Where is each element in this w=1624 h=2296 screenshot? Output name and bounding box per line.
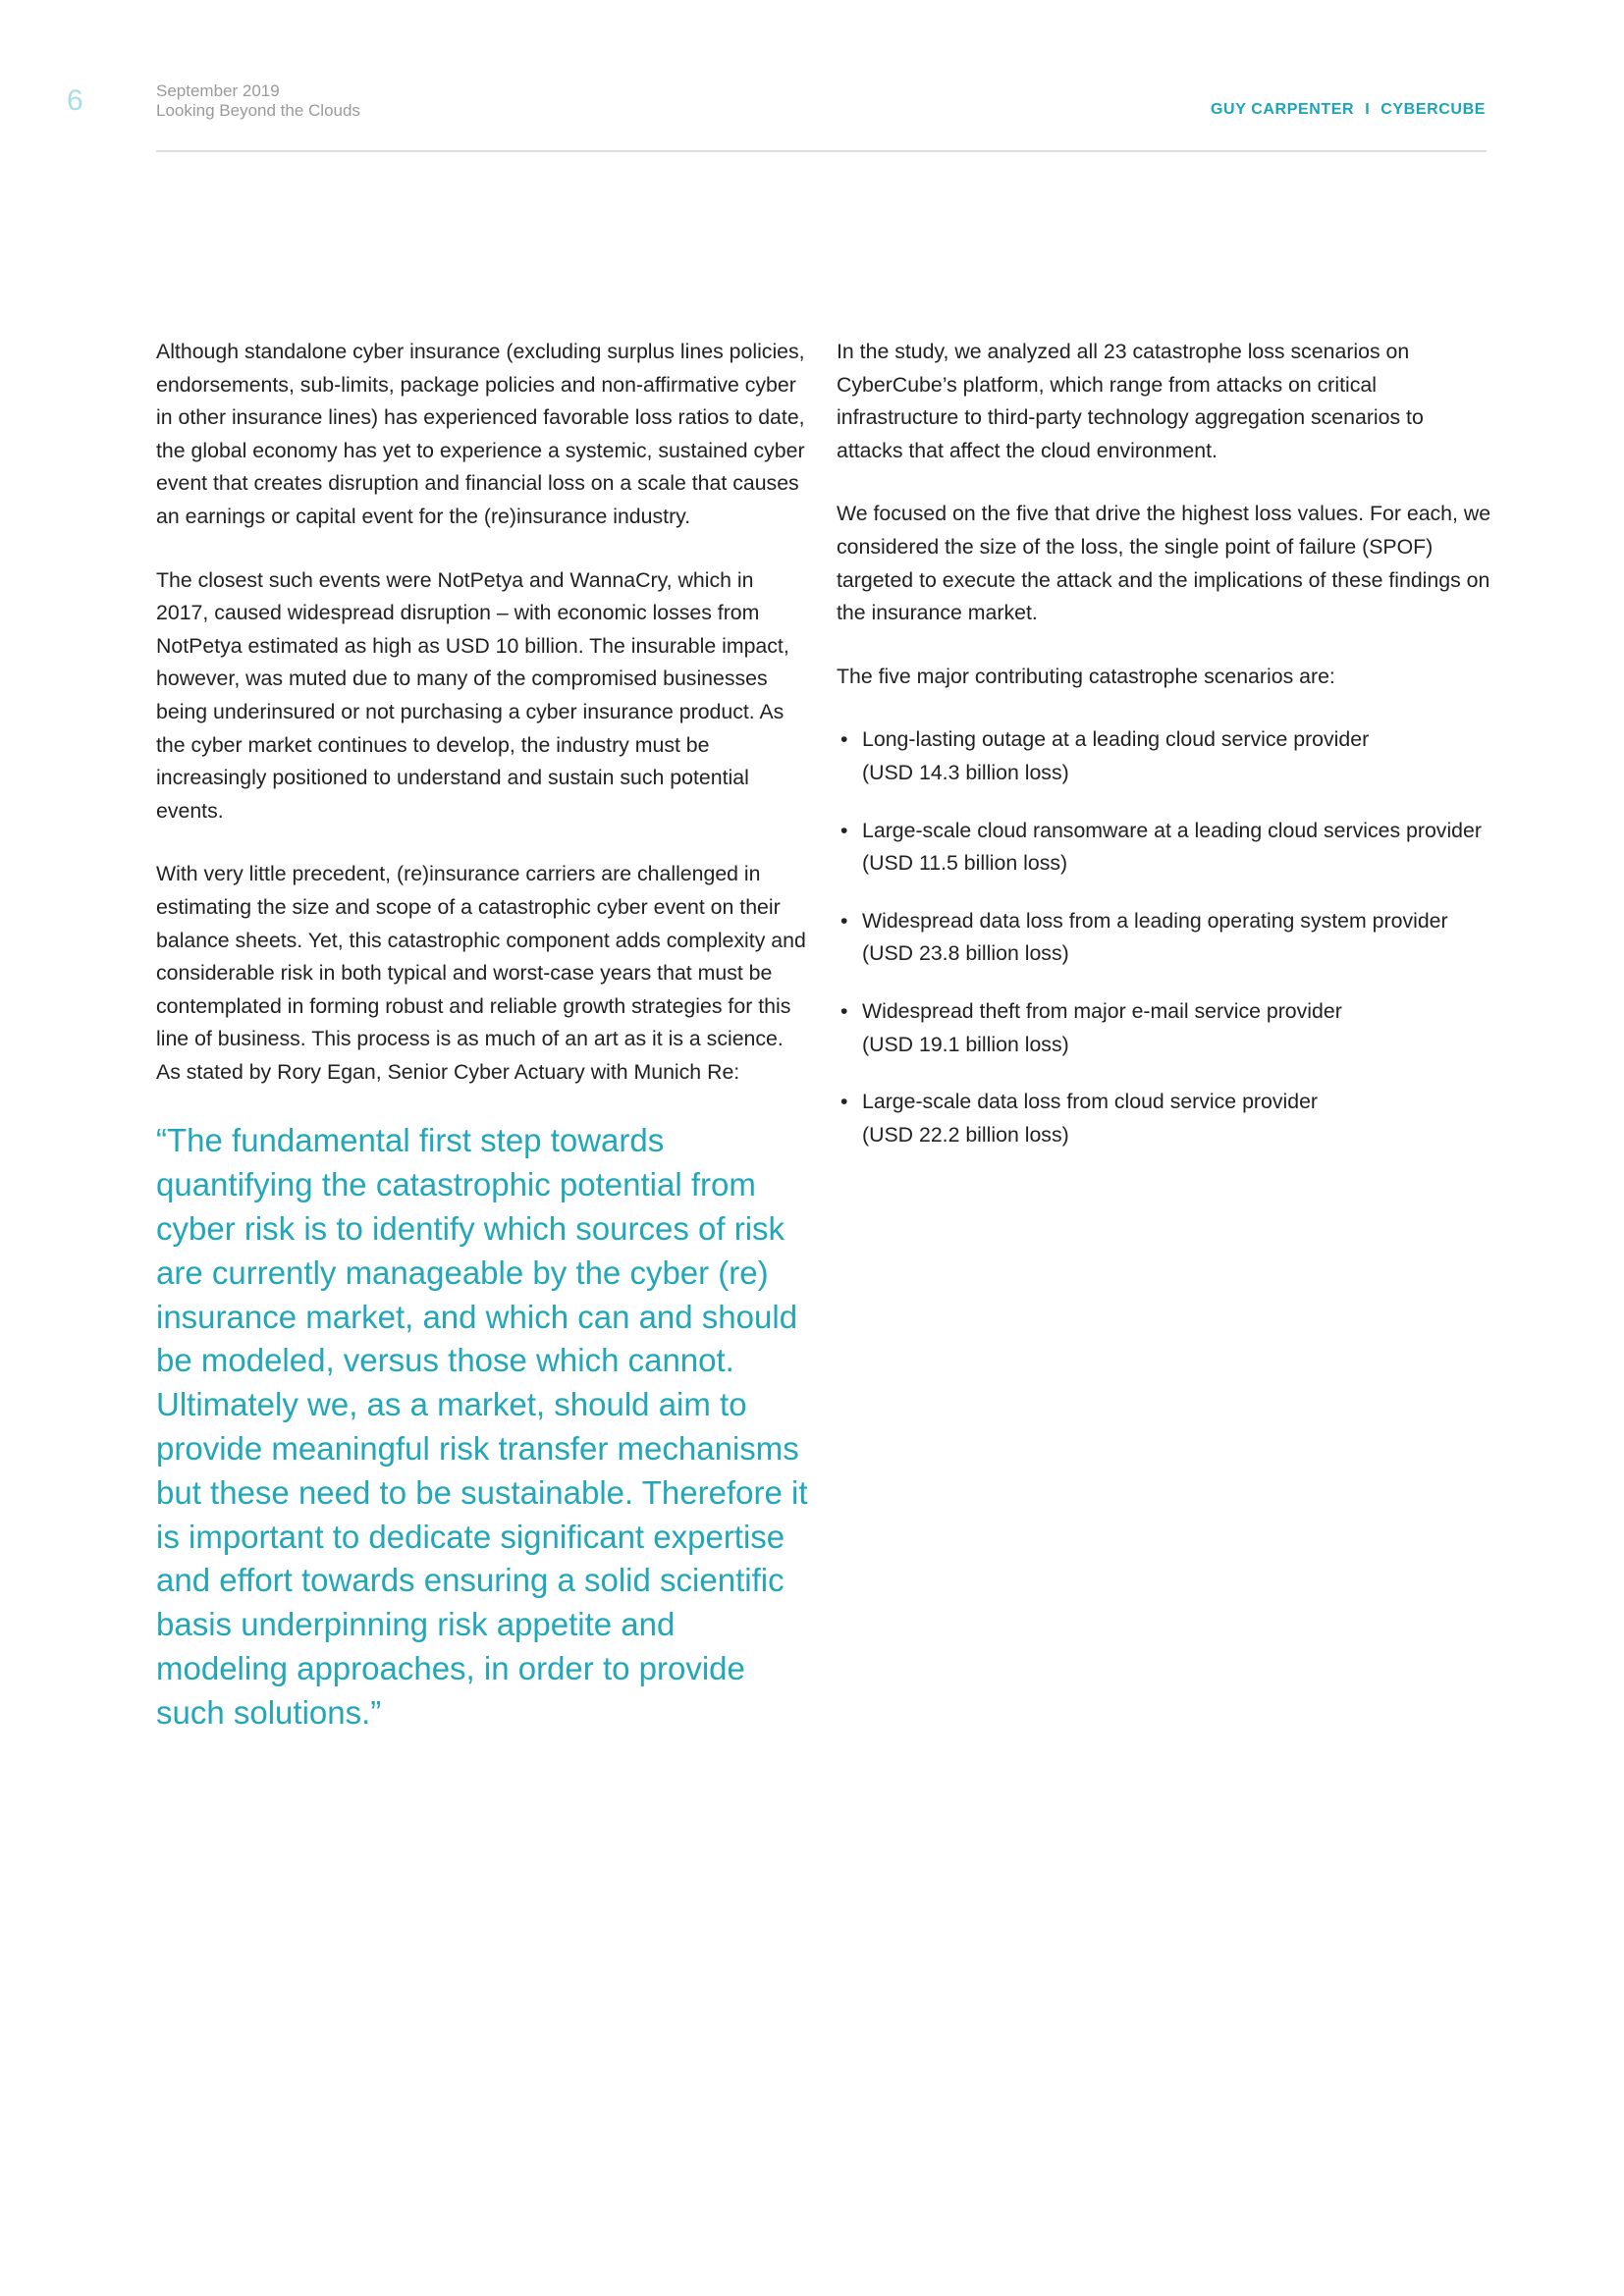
list-item	[837, 905, 1494, 971]
list-item	[837, 995, 1494, 1061]
body-paragraph: The closest such events were NotPetya and WannaCry, which in 2017, caused widespread disruption – with economic losses from NotPetya estimated as high as USD 10 billion. The insurable impact, however, was muted due to many of the compromised businesses being underinsured or not purchasing a cyber insurance product. As the cyber market continues to develop, the industry must be increasingly positioned to understand and sustain such potential events.	[156, 567, 789, 823]
bullet-icon: •	[840, 818, 848, 842]
bullet-icon: •	[840, 727, 848, 752]
brand-guy-carpenter: GUY CARPENTER	[1211, 101, 1355, 118]
scenario-loss: (USD 22.2 billion loss)	[862, 1122, 1069, 1147]
scenario-title: Large-scale cloud ransomware at a leading cloud services provider	[862, 818, 1482, 842]
scenario-loss: (USD 19.1 billion loss)	[862, 1032, 1069, 1056]
header-divider	[156, 150, 1487, 152]
scenario-title: Large-scale data loss from cloud service provider	[862, 1090, 1319, 1114]
document-title: Looking Beyond the Clouds	[156, 101, 360, 120]
brand-separator: I	[1365, 101, 1371, 118]
scenario-title: Widespread theft from major e-mail service provider	[862, 998, 1342, 1023]
scenario-list	[837, 723, 1494, 1151]
left-column	[156, 336, 809, 1735]
brand-cybercube: CYBERCUBE	[1380, 101, 1486, 118]
body-paragraph: The five major contributing catastrophe scenarios are:	[837, 664, 1335, 688]
publication-date: September 2019	[156, 81, 280, 100]
scenario-loss: (USD 11.5 billion loss)	[862, 851, 1068, 876]
body-paragraph: With very little precedent, (re)insurance carriers are challenged in estimating the size and scope of a catastrophic cyber event on their balance sheets. Yet, this catastrophic component adds complexity and considerable risk in both typical and worst-case years that must be contemplated in forming robust and reliable growth strategies for this line of business. This process is as much of an art as it is a science. As stated by Rory Egan, Senior Cyber Actuary with Munich Re:	[156, 862, 806, 1084]
body-paragraph: Although standalone cyber insurance (excluding surplus lines policies, endorsements, sub-limits, package policies and non-affirmative cyber in other insurance lines) has experienced favorable loss ratios to date, the global economy has yet to experience a systemic, sustained cyber event that creates disruption and financial loss on a scale that causes an earnings or capital event for the (re)insurance industry.	[156, 340, 805, 528]
list-item	[837, 723, 1494, 789]
body-paragraph: We focused on the five that drive the highest loss values. For each, we considered the size of the loss, the single point of failure (SPOF) targeted to execute the attack and the implications of these findings on the insurance market.	[837, 502, 1491, 625]
pull-quote: “The fundamental first step towards quantifying the catastrophic potential from cyber risk is to identify which sources of risk are currently manageable by the cyber (re) insurance market, and which can and should be modeled, versus those which cannot. Ultimately we, as a market, should aim to provide meaningful risk transfer mechanisms but these need to be sustainable. Therefore it is important to dedicate significant expertise and effort towards ensuring a solid scientific basis underpinning risk appetite and modeling approaches, in order to provide such solutions.”	[156, 1122, 808, 1731]
page-number: 6	[67, 84, 83, 117]
bullet-icon: •	[840, 998, 848, 1023]
scenario-title: Long-lasting outage at a leading cloud service provider	[862, 727, 1370, 752]
scenario-loss: (USD 23.8 billion loss)	[862, 941, 1069, 966]
bullet-icon: •	[840, 908, 848, 933]
header-meta	[156, 81, 360, 121]
list-item	[837, 1086, 1494, 1151]
scenario-title: Widespread data loss from a leading operating system provider	[862, 908, 1448, 933]
scenario-loss: (USD 14.3 billion loss)	[862, 760, 1069, 784]
body-paragraph: In the study, we analyzed all 23 catastrophe loss scenarios on CyberCube’s platform, which range from attacks on critical infrastructure to third-party technology aggregation scenarios to attacks that affect the cloud environment.	[837, 340, 1424, 462]
brand-lockup	[1211, 101, 1486, 119]
bullet-icon: •	[840, 1090, 848, 1114]
right-column	[837, 336, 1494, 1176]
list-item	[837, 815, 1494, 881]
